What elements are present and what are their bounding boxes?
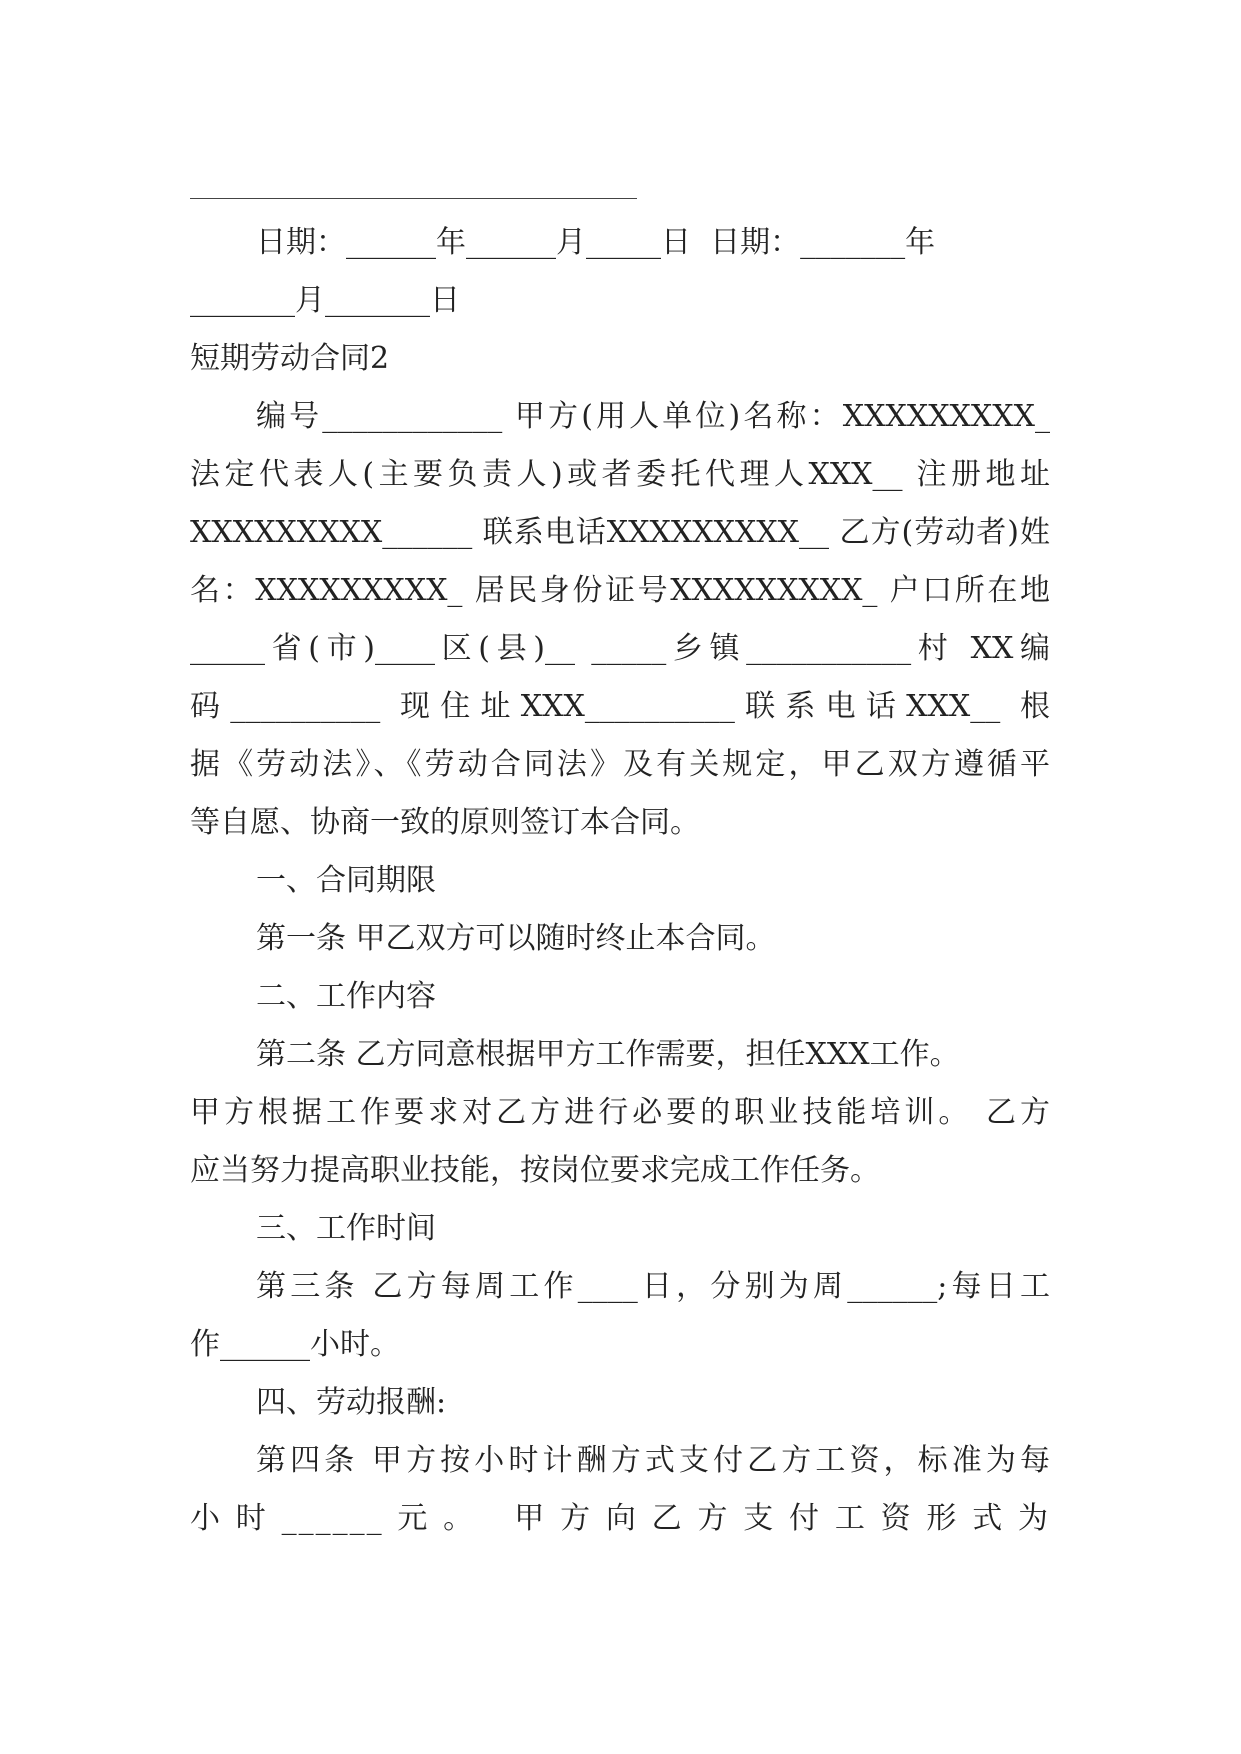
contract-paragraph-line: XXXXXXXXX______ 联系电话XXXXXXXXX__ 乙方(劳动者)姓 <box>190 515 1050 550</box>
section-heading: 二、工作内容 <box>256 979 436 1014</box>
contract-paragraph-line: _____省(市)____区(县)__ _____乡镇___________村 XX编 <box>190 631 1050 666</box>
contract-paragraph-line: 等自愿、协商一致的原则签订本合同。 <box>190 805 700 840</box>
article-line: 第三条 乙方每周工作____日，分别为周______;每日工 <box>256 1269 1050 1304</box>
article-line: 第四条 甲方按小时计酬方式支付乙方工资，标准为每 <box>256 1443 1050 1478</box>
article-line: 作______小时。 <box>190 1327 400 1362</box>
top-rule-divider <box>190 198 637 199</box>
contract-paragraph-line: 名：XXXXXXXXX_ 居民身份证号XXXXXXXXX_ 户口所在地 <box>190 573 1050 608</box>
section-heading: 三、工作时间 <box>256 1211 436 1246</box>
article-line: 小时______元。 甲方向乙方支付工资形式为 <box>190 1501 1050 1536</box>
article-line: 应当努力提高职业技能，按岗位要求完成工作任务。 <box>190 1153 880 1188</box>
section-heading: 四、劳动报酬: <box>256 1385 447 1420</box>
article-line: 第二条 乙方同意根据甲方工作需要，担任XXX工作。 <box>256 1037 960 1072</box>
date-line-continued: _______月_______日 <box>190 283 460 318</box>
contract-paragraph-line: 编号____________ 甲方(用人单位)名称：XXXXXXXXX_ <box>256 399 1050 434</box>
document-title: 短期劳动合同2 <box>190 341 390 376</box>
article-line: 甲方根据工作要求对乙方进行必要的职业技能培训。 乙方 <box>190 1095 1050 1130</box>
document-body <box>190 214 1050 1548</box>
section-heading: 一、合同期限 <box>256 863 436 898</box>
article-line: 第一条 甲乙双方可以随时终止本合同。 <box>256 921 776 956</box>
date-line: 日期：______年______月_____日 日期：_______年 <box>256 225 936 260</box>
contract-paragraph-line: 码__________ 现住址XXX__________联系电话XXX__ 根 <box>190 689 1050 724</box>
contract-paragraph-line: 据《劳动法》、《劳动合同法》及有关规定，甲乙双方遵循平 <box>190 747 1050 782</box>
contract-paragraph-line: 法定代表人(主要负责人)或者委托代理人XXX__ 注册地址 <box>190 457 1050 492</box>
